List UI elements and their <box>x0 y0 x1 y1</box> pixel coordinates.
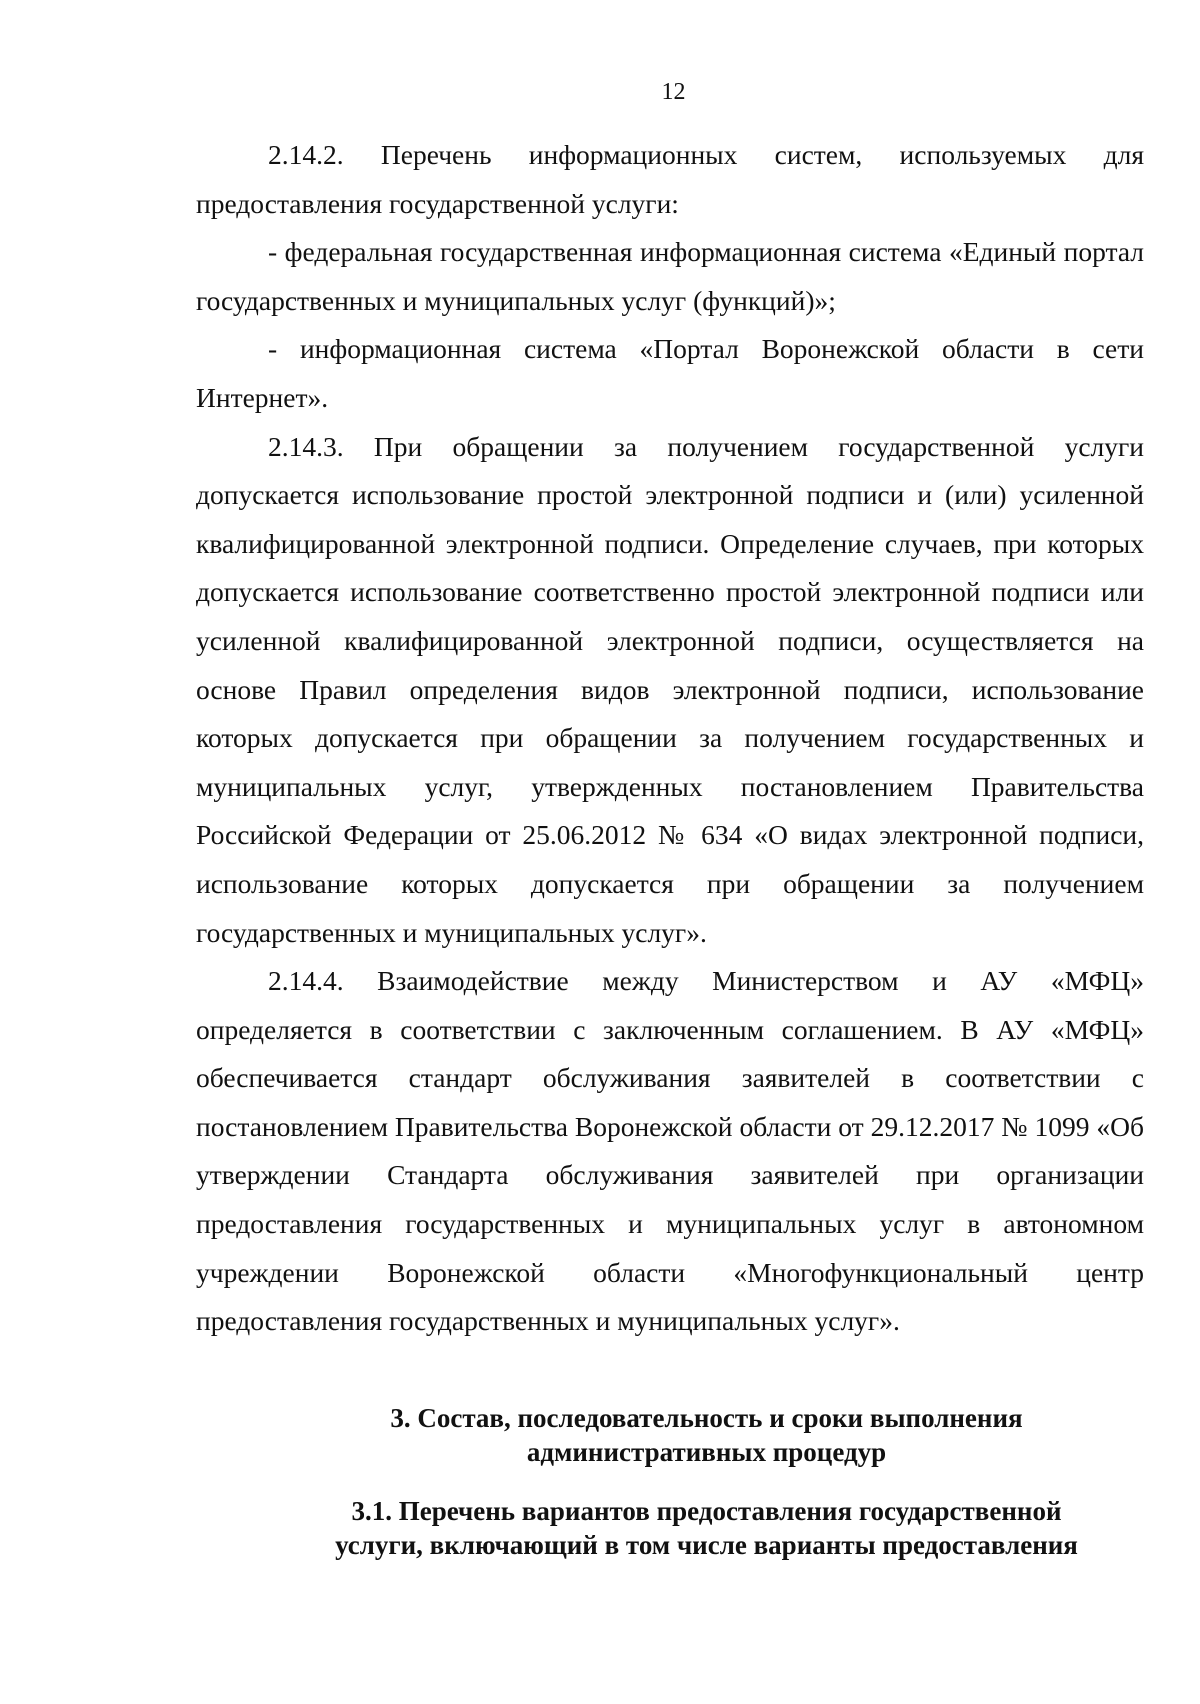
page-number: 12 <box>661 79 686 105</box>
section-3-heading-line-1: 3. Состав, последовательность и сроки выполнения <box>390 1403 1023 1433</box>
body-text <box>196 131 1144 1346</box>
section-3-heading <box>196 1401 1144 1469</box>
section-3-heading-line-2: административных процедур <box>526 1437 887 1467</box>
paragraph-2-14-4: 2.14.4. Взаимодействие между Министерством и АУ «МФЦ» определяется в соответствии с заключенным соглашением. В АУ «МФЦ» обеспечивается стандарт обслуживания заявителей в соответствии с постановлением Правительства Воронежской области от 29.12.2017 № 1099 «Об утверждении Стандарта обслуживания заявителей при организации предоставления государственных и муниципальных услуг в автономном учреждении Воронежской области «Многофункциональный центр предоставления государственных и муниципальных услуг». <box>196 965 1144 1337</box>
section-3-1-heading-line-1: 3.1. Перечень вариантов предоставления государственной <box>351 1496 1062 1526</box>
paragraph-list-item-epgu: - федеральная государственная информационная система «Единый портал государственных и муниципальных услуг (функций)»; <box>196 236 1144 316</box>
section-3-1-heading-line-2: услуги, включающий в том числе варианты предоставления <box>335 1530 1078 1560</box>
paragraph-list-item-portal: - информационная система «Портал Воронежской области в сети Интернет». <box>196 333 1144 413</box>
paragraph-2-14-2: 2.14.2. Перечень информационных систем, используемых для предоставления государственной услуги: <box>196 139 1144 219</box>
paragraph-2-14-3: 2.14.3. При обращении за получением государственной услуги допускается использование простой электронной подписи и (или) усиленной квалифицированной электронной подписи. Определение случаев, при которых допускается использование соответственно простой электронной подписи или усиленной квалифицированной электронной подписи, осуществляется на основе Правил определения видов электронной подписи, использование которых допускается при обращении за получением государственных и муниципальных услуг, утвержденных постановлением Правительства Российской Федерации от 25.06.2012 № 634 «О видах электронной подписи, использование которых допускается при обращении за получением государственных и муниципальных услуг». <box>196 430 1144 948</box>
section-3-1-heading <box>196 1494 1144 1562</box>
